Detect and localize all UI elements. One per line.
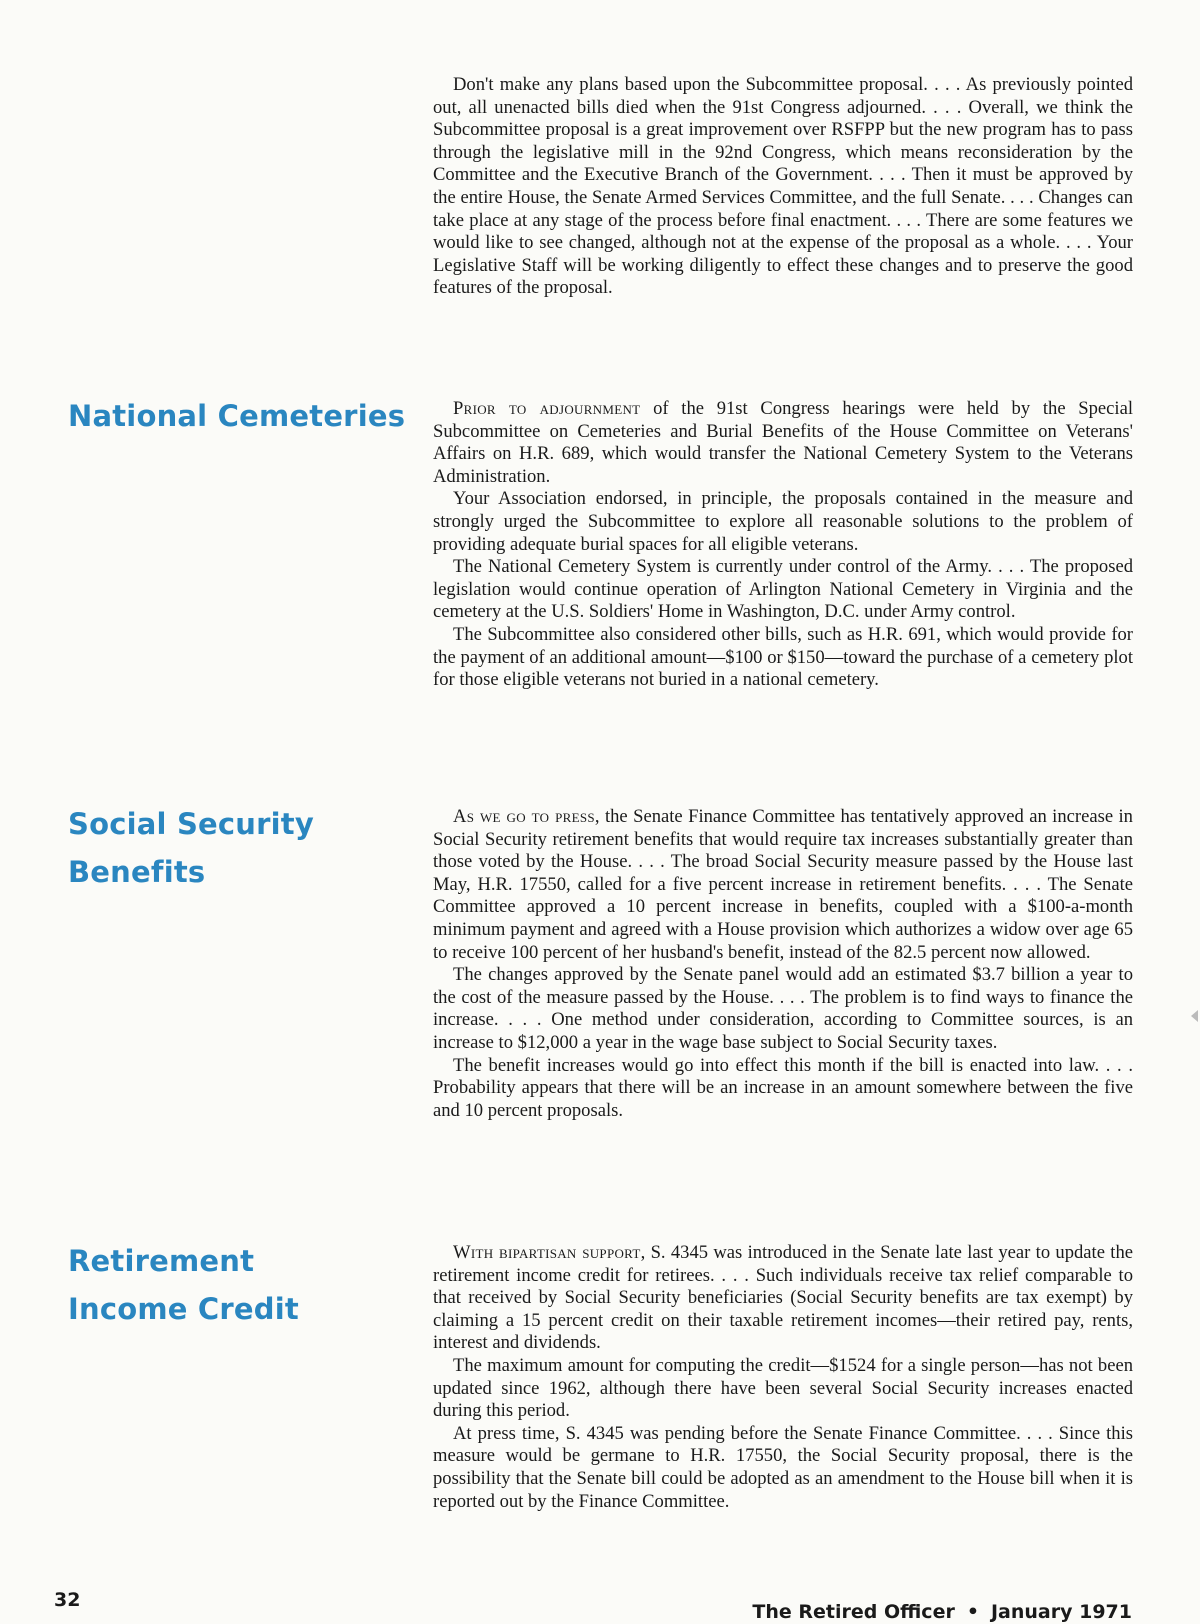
section-body-retirement-income-credit	[433, 1242, 1133, 1513]
paragraph: At press time, S. 4345 was pending before the Senate Finance Committee. . . . Since this measure would be germane to H.R. 17550, the Social Security proposal, there is the possibility that the Senate bill could be adopted as an amendment to the House bill when it is reported out by the Finance Committee.	[433, 1422, 1133, 1512]
separator-bullet: •	[966, 1601, 979, 1623]
intro-block	[433, 74, 1133, 300]
paragraph: The Subcommittee also considered other bills, such as H.R. 691, which would provide for the payment of an additional amount—$100 or $150—toward the purchase of a cemetery plot for those eligible veterans not buried in a national cemetery.	[433, 623, 1133, 691]
paragraph	[433, 1242, 1133, 1355]
lead-in: As we go to press	[453, 806, 595, 827]
heading-line: Social Security	[68, 807, 314, 841]
paragraph-text: , the Senate Finance Committee has tentatively approved an increase in Social Security retirement benefits that would require tax increases substantially greater than those voted by the House. . . . The broad Social Security measure passed by the House last May, H.R. 17550, called for a five percent increase in retirement benefits. . . . The Senate Committee approved a 10 percent increase in benefits, coupled with a $100-a-month minimum payment and agreed with a House provision which authorizes a widow over age 65 to receive 100 percent of her husband's benefit, instead of the 82.5 percent now allowed.	[433, 806, 1133, 963]
heading-line: Income Credit	[68, 1292, 299, 1326]
magazine-page: Don't make any plans based upon the Subcommittee proposal. . . . As previously pointed out, all unenacted bills died when the 91st Congress adjourned. . . . Overall, we think the Subcommittee proposal is a great improvement over RSFPP but the new program has to pass through the legislative mill in the 92nd Congress, which means reconsideration by the Committee and the Executive Branch of the Government. . . . Then it must be approved by the entire House, the Senate Armed Services Committee, and the full Senate. . . . Changes can take place at any stage of the process before final enactment. . . . There are some features we would like to see changed, although not at the expense of the proposal as a whole. . . . Your Legislative Staff will be working diligently to effect these changes and to preserve the good features of the proposal. National Cemeteries Prior to adjournment of the 91st Congress hearings were held by the Special Subcommittee on Cemeteries and Burial Benefits of the House Committee on Veterans' Affairs on H.R. 689, which would transfer the National Cemetery System to the Veterans Administration. Your Association endorsed, in principle, the proposals contained in the measure and strongly urged the Subcommittee to explore all reasonable solutions to the problem of providing adequate burial spaces for all eligible veterans. The National Cemetery System is currently under control of the Army. . . . The proposed legislation would continue operation of Arlington National Cemetery in Virginia and the cemetery at the U.S. Soldiers' Home in Washington, D.C. under Army control. The Subcommittee also considered other bills, such as H.R. 691, which would provide for the payment of an additional amount—$100 or $150—toward the purchase of a cemetery plot for those eligible veterans not buried in a national cemetery. Social Security Benefits As we go to press, the Senate Finance Committee has tentatively approved an increase in Social Security retirement benefits that would require tax increases substantially greater than those voted by the House. . . . The broad Social Security measure passed by the House last May, H.R. 17550, called for a five percent increase in retirement benefits. . . . The Senate Committee approved a 10 percent increase in benefits, coupled with a $100-a-month minimum payment and agreed with a House provision which authorizes a widow over age 65 to receive 100 percent of her husband's benefit, instead of the 82.5 percent now allowed. The changes approved by the Senate panel would add an estimated $3.7 billion a year to the cost of the measure passed by the House. . . . The problem is to find ways to finance the increase. . . . One method under consideration, according to Committee sources, is an increase to $12,000 a year in the wage base subject to Social Security taxes. The benefit increases would go into effect this month if the bill is enacted into law. . . . Probability appears that there will be an increase in an amount somewhere between the five and 10 percent proposals. Retirement Income Credit With bipartisan support, S. 4345 was introduced in the Senate late last year to update the retirement income credit for retirees. . . . Such individuals receive tax relief comparable to that received by Social Security beneficiaries (Social Security benefits are tax exempt) by claiming a 15 percent credit on their taxable retirement incomes—their retired pay, rents, interest and dividends. The maximum amount for computing the credit—$1524 for a single person—has not been updated since 1962, although there have been several Social Security increases enacted during this period. At press time, S. 4345 was pending before the Senate Finance Committee. . . . Since this measure would be germane to H.R. 17550, the Social Security proposal, there is the possibility that the Senate bill could be adopted as an amendment to the House bill when it is reported out by the Finance Committee. 32 The Retired Officer • January 1971	[0, 0, 1200, 1624]
paragraph	[433, 806, 1133, 964]
section-body-national-cemeteries	[433, 398, 1133, 692]
paragraph: The benefit increases would go into effect this month if the bill is enacted into law. . . . Probability appears that there will be an increase in an amount somewhere between the five and 10 percent proposals.	[433, 1054, 1133, 1121]
paragraph-text: of the 91st Congress hearings were held by the Special Subcommittee on Cemeteries and Burial Benefits of the House Committee on Veterans' Affairs on H.R. 689, which would transfer the National Cemetery System to the Veterans Administration.	[433, 398, 1133, 487]
heading-line: National Cemeteries	[68, 399, 406, 433]
section-heading-retirement-income-credit	[68, 1237, 299, 1333]
heading-line: Benefits	[68, 855, 206, 889]
section-heading-social-security	[68, 800, 314, 896]
heading-line: Retirement	[68, 1244, 255, 1278]
lead-in: With bipartisan support	[453, 1242, 641, 1263]
footer-publication	[752, 1600, 1132, 1624]
intro-paragraph: Don't make any plans based upon the Subcommittee proposal. . . . As previously pointed out, all unenacted bills died when the 91st Congress adjourned. . . . Overall, we think the Subcommittee proposal is a great improvement over RSFPP but the new program has to pass through the legislative mill in the 92nd Congress, which means reconsideration by the Committee and the Executive Branch of the Government. . . . Then it must be approved by the entire House, the Senate Armed Services Committee, and the full Senate. . . . Changes can take place at any stage of the process before final enactment. . . . There are some features we would like to see changed, although not at the expense of the proposal as a whole. . . . Your Legislative Staff will be working diligently to effect these changes and to preserve the good features of the proposal.	[433, 74, 1133, 299]
issue-date: January 1971	[990, 1601, 1132, 1623]
paragraph-text: , S. 4345 was introduced in the Senate late last year to update the retirement income credit for retirees. . . . Such individuals receive tax relief comparable to that received by Social Security beneficiaries (Social Security benefits are tax exempt) by claiming a 15 percent credit on their taxable retirement incomes—their retired pay, rents, interest and dividends.	[433, 1242, 1134, 1354]
paragraph	[433, 398, 1133, 488]
section-heading-national-cemeteries	[68, 392, 405, 440]
paragraph: The changes approved by the Senate panel would add an estimated $3.7 billion a year to the cost of the measure passed by the House. . . . The problem is to find ways to finance the increase. . . . One method under consideration, according to Committee sources, is an increase to $12,000 a year in the wage base subject to Social Security taxes.	[433, 964, 1133, 1053]
paragraph: Your Association endorsed, in principle, the proposals contained in the measure and strongly urged the Subcommittee to explore all reasonable solutions to the problem of providing adequate burial spaces for all eligible veterans.	[433, 488, 1133, 555]
publication-title: The Retired Officer	[752, 1601, 955, 1623]
page-edge-mark	[1191, 1010, 1198, 1022]
paragraph: The National Cemetery System is currently under control of the Army. . . . The proposed legislation would continue operation of Arlington National Cemetery in Virginia and the cemetery at the U.S. Soldiers' Home in Washington, D.C. under Army control.	[433, 556, 1133, 623]
section-body-social-security	[433, 806, 1133, 1122]
paragraph: The maximum amount for computing the credit—$1524 for a single person—has not been updated since 1962, although there have been several Social Security increases enacted during this period.	[433, 1354, 1133, 1422]
lead-in: Prior to adjournment	[453, 398, 641, 419]
